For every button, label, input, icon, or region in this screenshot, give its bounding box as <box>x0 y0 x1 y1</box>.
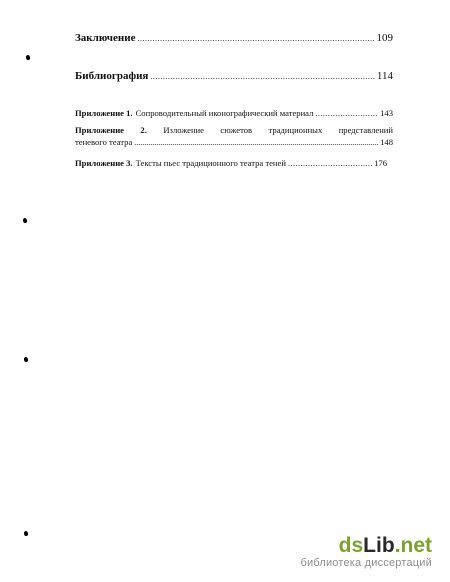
dot-leader <box>288 159 372 168</box>
toc-entry-title: Библиография <box>75 70 149 82</box>
toc-entry-appendix-3[interactable] <box>75 158 387 168</box>
toc-entry-bibliography[interactable] <box>75 70 393 82</box>
appendix-label: Приложение 3. <box>75 158 133 168</box>
toc-entry-conclusion[interactable] <box>75 32 393 44</box>
toc-page-number: 114 <box>376 70 393 82</box>
appendix-text: Тексты пьес традиционного театра теней <box>135 158 286 168</box>
appendix-label: Приложение 1. <box>75 108 133 118</box>
margin-bullet-2 <box>22 218 27 224</box>
appendix-text: Сопроводительный иконографический материал <box>135 108 314 118</box>
dslib-subtitle: библиотека диссертаций <box>300 557 432 569</box>
dot-leader <box>150 72 375 81</box>
dot-leader <box>137 34 374 43</box>
dot-leader <box>134 137 378 149</box>
margin-bullet-4 <box>23 531 28 537</box>
appendix-text-continued: теневого театра <box>75 137 133 147</box>
margin-bullet-1 <box>25 55 30 61</box>
dslib-watermark <box>300 535 432 570</box>
toc-page-number: 109 <box>376 32 393 44</box>
dot-leader <box>315 109 378 118</box>
appendix-line-1 <box>75 124 393 136</box>
toc-page-number: 176 <box>374 158 387 168</box>
margin-bullet-3 <box>23 357 28 363</box>
toc-entry-appendix-2[interactable] <box>75 124 393 149</box>
dslib-logo: dsLib.net <box>338 534 432 557</box>
toc-page-number: 148 <box>380 137 393 147</box>
appendix-text: Изложение сюжетов традиционных представлений <box>163 125 393 135</box>
appendix-label: Приложение 2. <box>75 125 147 135</box>
toc-page-number: 143 <box>380 108 393 118</box>
toc-entry-title: Заключение <box>75 32 136 44</box>
appendix-line-2 <box>75 136 393 149</box>
toc-entry-appendix-1[interactable] <box>75 108 393 118</box>
